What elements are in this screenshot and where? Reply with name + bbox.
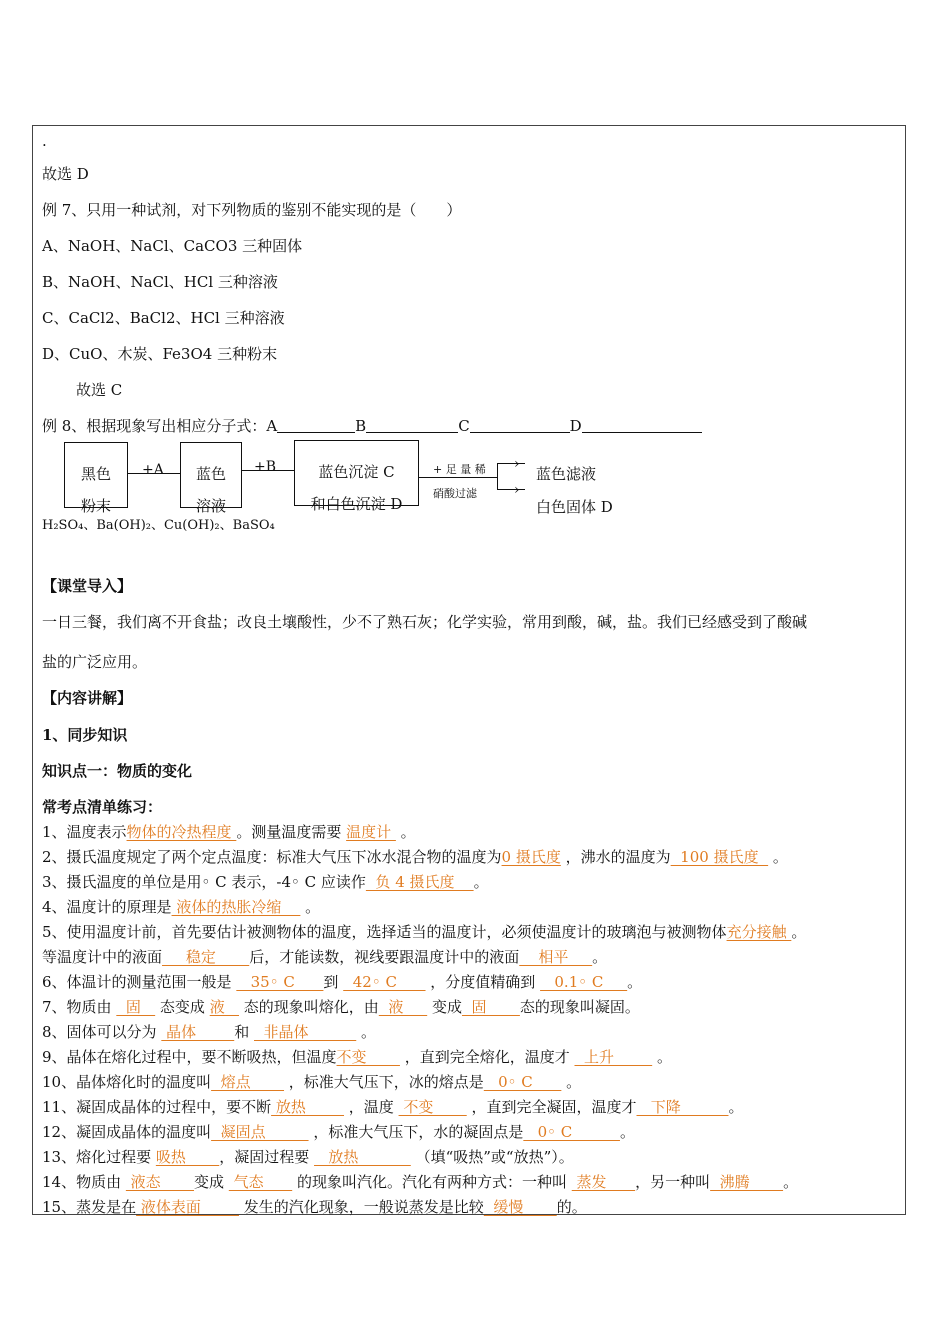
exercise-text: 。 (627, 973, 643, 991)
intro-heading: 【课堂导入】 (42, 577, 133, 595)
exercise-line (42, 1072, 581, 1092)
flow-box-precipitates: 蓝色沉淀 C 和白色沉淀 D (294, 440, 419, 506)
exercise-line (42, 997, 640, 1017)
answer-blank: 稳定 (162, 948, 250, 966)
answer-blank: 0.1◦ C (540, 973, 628, 991)
answer-blank: 吸热 (155, 1148, 220, 1166)
exercise-line (42, 922, 806, 942)
exercise-text: 。 (561, 1073, 582, 1091)
exercise-text: 4、温度计的原理是 (42, 898, 172, 916)
flow-branch-bottom (497, 489, 525, 490)
exercise-text: 。 (619, 1123, 635, 1141)
intro-line2: 盐的广泛应用。 (42, 653, 148, 671)
exercise-text: 。 (356, 1023, 377, 1041)
exercise-line (42, 872, 489, 892)
exercise-line (42, 947, 607, 967)
flow-arrow-3 (419, 477, 497, 478)
arrow-head-icon: › (514, 456, 520, 472)
flow-reagent-line1: + 足 量 稀 (433, 463, 486, 476)
exercise-text: 6、体温计的测量范围一般是 (42, 973, 237, 991)
answer-blank: 不变 (336, 1048, 400, 1066)
exercise-text: 12、凝固成晶体的温度叫 (42, 1123, 212, 1141)
flow-reagent-line2: 硝酸过滤 (433, 487, 477, 500)
exercise-text: 态变成 (155, 998, 210, 1016)
answer-blank: 熔点 (211, 1073, 285, 1091)
answer-blank: 蒸发 (571, 1173, 636, 1191)
answer-blank: 不变 (398, 1098, 467, 1116)
answer-blank: 42◦ C (343, 973, 426, 991)
answer-blank: 固 (116, 998, 156, 1016)
ex8-answer: H₂SO₄、Ba(OH)₂、Cu(OH)₂、BaSO₄ (42, 518, 275, 533)
exercise-text: 变成 (194, 1173, 229, 1191)
exercise-text: 8、固体可以分为 (42, 1023, 162, 1041)
exercise-text: （填“吸热”或“放热”）。 (410, 1148, 574, 1166)
answer-blank: 气态 (228, 1173, 293, 1191)
answer-blank: 液体表面 (136, 1198, 240, 1216)
flow-label-plus-a: +A (142, 462, 164, 478)
answer-blank: 液态 (125, 1173, 195, 1191)
answer-blank: 液体的热胀冷缩 (171, 898, 301, 916)
exercise-text: ，另一种叫 (635, 1173, 711, 1191)
exercise-line (42, 1172, 798, 1192)
exercise-text: 。 (395, 823, 416, 841)
exercise-text: 13、熔化过程要 (42, 1148, 156, 1166)
ex7-answer: 故选 C (76, 381, 123, 399)
ex7-question: 例 7、只用一种试剂，对下列物质的鉴别不能实现的是（ ） (42, 201, 462, 219)
exercise-text: 。 (300, 898, 321, 916)
answer-blank: 放热 (271, 1098, 345, 1116)
answer-blank: 0 摄氏度 (501, 848, 561, 866)
exercise-line (42, 1097, 744, 1117)
exercise-text: 15、蒸发是在 (42, 1198, 137, 1216)
answer-blank: 下降 (636, 1098, 729, 1116)
exercise-line (42, 1022, 376, 1042)
exercise-text: 10、晶体熔化时的温度叫 (42, 1073, 212, 1091)
knowledge-point-1: 知识点一：物质的变化 (42, 762, 193, 780)
exercise-text: 。 (791, 923, 807, 941)
ex7-option-b: B、NaOH、NaCl、HCl 三种溶液 (42, 273, 278, 291)
exercise-text: 后，才能读数，视线要跟温度计中的液面 (249, 948, 520, 966)
exercise-text: 3、摄氏温度的单位是用◦ C 表示，-4◦ C 应读作 (42, 873, 366, 891)
exercise-text: 11、凝固成晶体的过程中，要不断 (42, 1098, 272, 1116)
answer-blank: 凝固点 (211, 1123, 309, 1141)
exercise-text: 5、使用温度计前，首先要估计被测物体的温度，选择适当的温度计，必须使温度计的玻璃泡与被测物体 (42, 923, 727, 941)
ex7-option-d: D、CuO、木炭、Fe3O4 三种粉末 (42, 345, 278, 363)
exercise-line (42, 1047, 672, 1067)
flow-box-blue-solution: 蓝色 溶液 (180, 442, 242, 508)
exercise-text: 。 (783, 1173, 799, 1191)
exercise-text: 。 (592, 948, 608, 966)
exercise-text: 9、晶体在熔化过程中，要不断吸热，但温度 (42, 1048, 337, 1066)
exercise-text: 1、温度表示 (42, 823, 127, 841)
exercise-text: 等温度计中的液面 (42, 948, 163, 966)
intro-line1: 一日三餐，我们离不开食盐；改良土壤酸性，少不了熟石灰；化学实验，常用到酸，碱，盐。我们已经感受到了酸碱 (42, 613, 808, 631)
exercise-text: 。 (473, 873, 489, 891)
exercise-text: 和 (234, 1023, 255, 1041)
exercise-text: 态的现象叫熔化，由 (239, 998, 379, 1016)
flow-out-white-solid: 白色固体 D (536, 498, 613, 516)
answer-blank: 非晶体 (254, 1023, 357, 1041)
answer-blank: 物体的冷热程度 (126, 823, 237, 841)
flow-label-plus-b: +B (254, 459, 277, 475)
exercise-text: 2、摄氏温度规定了两个定点温度：标准大气压下冰水混合物的温度为 (42, 848, 502, 866)
exercise-text: ，标准大气压下，水的凝固点是 (308, 1123, 524, 1141)
exercise-text: 发生的汽化现象，一般说蒸发是比较 (239, 1198, 484, 1216)
answer-blank: 温度计 (346, 823, 396, 841)
answer-blank: 负 4 摄氏度 (365, 873, 474, 891)
exercise-text: ，温度 (344, 1098, 399, 1116)
exercise-text: 14、物质由 (42, 1173, 126, 1191)
answer-blank: 液 (378, 998, 428, 1016)
exercise-line (42, 1122, 635, 1142)
exercise-text: 的。 (556, 1198, 587, 1216)
flow-branch (497, 463, 498, 489)
answer-blank: 液 (209, 998, 240, 1016)
flow-box-black-powder: 黑色 粉末 (64, 442, 128, 508)
answer-blank: 相平 (519, 948, 593, 966)
exercise-text: 。测量温度需要 (236, 823, 347, 841)
stray-dot: . (42, 132, 47, 150)
exercise-text: 7、物质由 (42, 998, 117, 1016)
arrow-head-icon: › (514, 482, 520, 498)
answer-blank: 0◦ C (523, 1123, 620, 1141)
exercise-text: 。 (768, 848, 788, 866)
exercise-line (42, 972, 642, 992)
content-heading: 【内容讲解】 (42, 689, 133, 707)
exercise-text: ，沸水的温度为 (560, 848, 671, 866)
exercise-line (42, 822, 416, 842)
exercise-text: 态的现象叫凝固。 (519, 998, 640, 1016)
answer-blank: 35◦ C (236, 973, 324, 991)
exercise-text: 到 (323, 973, 344, 991)
practice-heading: 常考点清单练习： (42, 798, 163, 816)
exercise-text: 。 (728, 1098, 744, 1116)
answer-blank: 放热 (314, 1148, 411, 1166)
exercise-text: ，直到完全凝固，温度才 (466, 1098, 637, 1116)
ex7-option-c: C、CaCl2、BaCl2、HCl 三种溶液 (42, 309, 285, 327)
exercise-text: 变成 (427, 998, 462, 1016)
ex8-question: 例 8、根据现象写出相应分子式：A B C D (42, 416, 702, 436)
answer-blank: 固 (461, 998, 520, 1016)
ex7-option-a: A、NaOH、NaCl、CaCO3 三种固体 (42, 237, 303, 255)
sync-knowledge: 1、同步知识 (42, 726, 128, 744)
exercise-line (42, 847, 788, 867)
exercise-text: ，凝固过程要 (219, 1148, 315, 1166)
exercise-line (42, 897, 320, 917)
answer-blank: 充分接触 (726, 923, 792, 941)
answer-blank: 缓慢 (483, 1198, 557, 1216)
exercise-text: 的现象叫汽化。汽化有两种方式：一种叫 (292, 1173, 572, 1191)
exercise-text: ，直到完全熔化，温度才 (399, 1048, 575, 1066)
answer-blank: 100 摄氏度 (670, 848, 769, 866)
answer-blank: 上升 (574, 1048, 653, 1066)
exercise-text: ，分度值精确到 (425, 973, 541, 991)
flow-out-blue-filtrate: 蓝色滤液 (536, 465, 597, 483)
flow-branch-top (497, 463, 525, 464)
answer-blank: 0◦ C (483, 1073, 562, 1091)
exercise-text: ，标准大气压下，冰的熔点是 (284, 1073, 484, 1091)
answer-blank: 晶体 (161, 1023, 235, 1041)
exercise-line (42, 1197, 587, 1217)
exercise-text: 。 (652, 1048, 672, 1066)
answer-6: 故选 D (42, 165, 89, 183)
answer-blank: 沸腾 (710, 1173, 784, 1191)
exercise-line (42, 1147, 574, 1167)
